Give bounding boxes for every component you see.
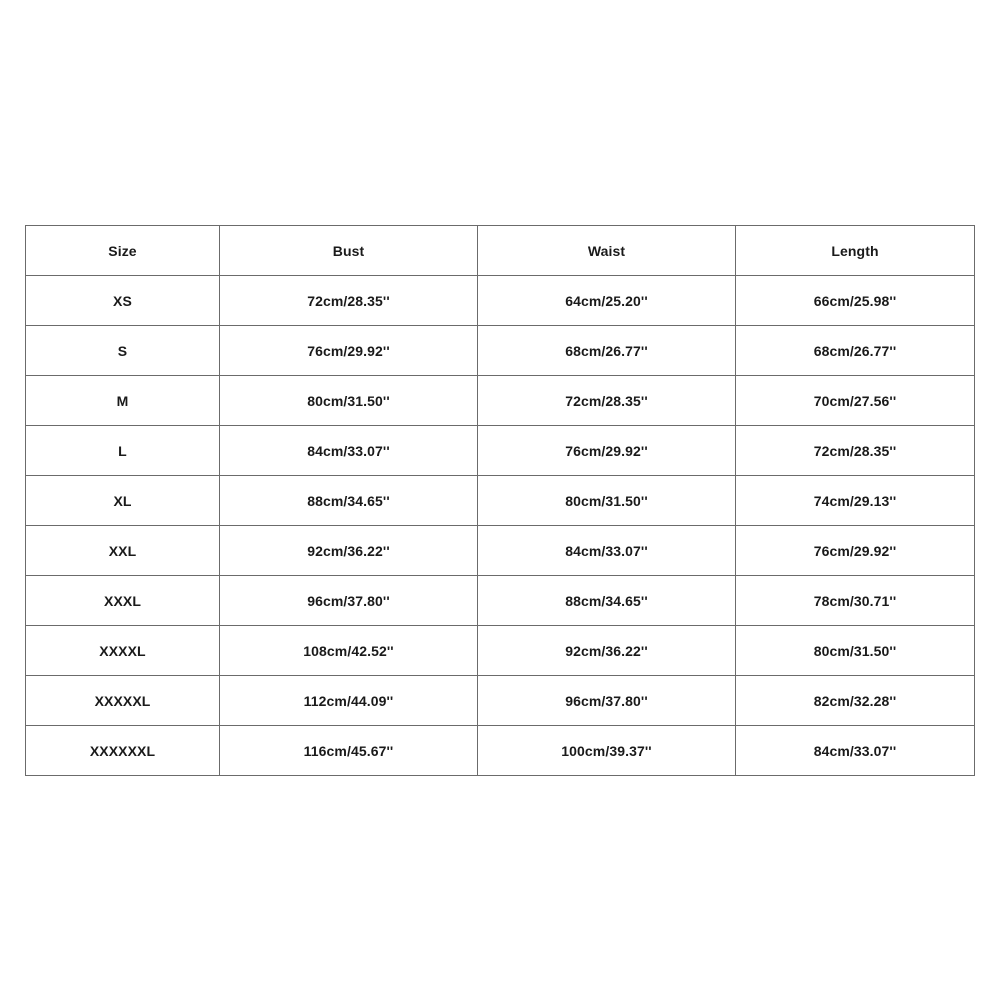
table-row: [26, 576, 975, 626]
table-row: [26, 426, 975, 476]
table-row: [26, 326, 975, 376]
cell-bust: 72cm/28.35'': [220, 276, 478, 326]
size-chart-table: [25, 225, 975, 776]
table-row: [26, 476, 975, 526]
cell-size: XXL: [26, 526, 220, 576]
cell-bust: 96cm/37.80'': [220, 576, 478, 626]
cell-bust: 80cm/31.50'': [220, 376, 478, 426]
cell-size: S: [26, 326, 220, 376]
cell-size: XL: [26, 476, 220, 526]
cell-bust: 116cm/45.67'': [220, 726, 478, 776]
cell-bust: 92cm/36.22'': [220, 526, 478, 576]
cell-waist: 84cm/33.07'': [478, 526, 736, 576]
cell-waist: 76cm/29.92'': [478, 426, 736, 476]
table-row: [26, 626, 975, 676]
cell-size: XXXL: [26, 576, 220, 626]
cell-waist: 80cm/31.50'': [478, 476, 736, 526]
cell-bust: 112cm/44.09'': [220, 676, 478, 726]
cell-bust: 76cm/29.92'': [220, 326, 478, 376]
cell-size: L: [26, 426, 220, 476]
table-header-row: [26, 226, 975, 276]
table-row: [26, 526, 975, 576]
cell-length: 72cm/28.35'': [736, 426, 975, 476]
cell-length: 70cm/27.56'': [736, 376, 975, 426]
table-row: [26, 676, 975, 726]
header-size: Size: [26, 226, 220, 276]
header-waist: Waist: [478, 226, 736, 276]
cell-bust: 108cm/42.52'': [220, 626, 478, 676]
table-row: [26, 276, 975, 326]
cell-length: 80cm/31.50'': [736, 626, 975, 676]
cell-size: XS: [26, 276, 220, 326]
table-row: [26, 376, 975, 426]
cell-size: M: [26, 376, 220, 426]
cell-length: 74cm/29.13'': [736, 476, 975, 526]
cell-waist: 92cm/36.22'': [478, 626, 736, 676]
cell-size: XXXXXXL: [26, 726, 220, 776]
header-bust: Bust: [220, 226, 478, 276]
cell-waist: 96cm/37.80'': [478, 676, 736, 726]
cell-bust: 88cm/34.65'': [220, 476, 478, 526]
cell-size: XXXXL: [26, 626, 220, 676]
cell-size: XXXXXL: [26, 676, 220, 726]
cell-length: 66cm/25.98'': [736, 276, 975, 326]
cell-waist: 68cm/26.77'': [478, 326, 736, 376]
cell-length: 68cm/26.77'': [736, 326, 975, 376]
header-length: Length: [736, 226, 975, 276]
cell-length: 84cm/33.07'': [736, 726, 975, 776]
cell-length: 76cm/29.92'': [736, 526, 975, 576]
cell-waist: 72cm/28.35'': [478, 376, 736, 426]
cell-waist: 100cm/39.37'': [478, 726, 736, 776]
table-row: [26, 726, 975, 776]
cell-length: 78cm/30.71'': [736, 576, 975, 626]
cell-bust: 84cm/33.07'': [220, 426, 478, 476]
cell-length: 82cm/32.28'': [736, 676, 975, 726]
cell-waist: 88cm/34.65'': [478, 576, 736, 626]
cell-waist: 64cm/25.20'': [478, 276, 736, 326]
